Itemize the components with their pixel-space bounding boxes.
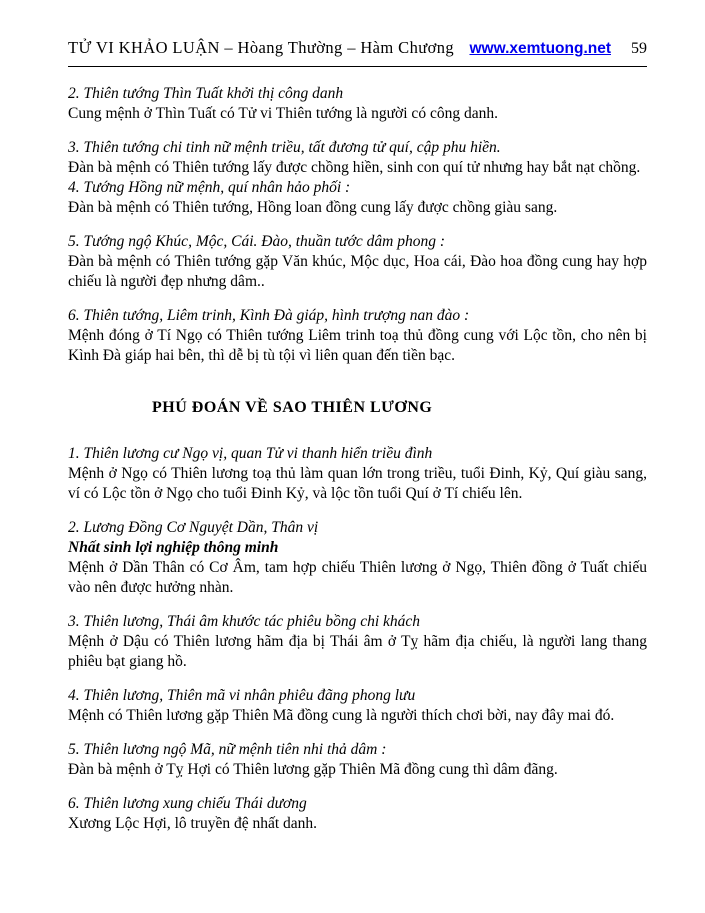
item-body: Mệnh ở Dậu có Thiên lương hãm địa bị Thái âm ở Tỵ hãm địa chiếu, là người lang thang phiêu bạt giang hồ. (68, 633, 647, 670)
item-heading: 6. Thiên lương xung chiếu Thái dương (68, 795, 307, 812)
item-heading: 3. Thiên lương, Thái âm khước tác phiêu bồng chi khách (68, 613, 421, 630)
running-header-title: TỬ VI KHẢO LUẬN – Hòang Thường – Hàm Chương (68, 38, 454, 57)
item-heading: 4. Tướng Hồng nữ mệnh, quí nhân hảo phối : (68, 179, 351, 196)
document-content (68, 84, 647, 834)
website-link[interactable]: www.xemtuong.net (469, 40, 611, 57)
item-heading: 2. Lương Đồng Cơ Nguyệt Dần, Thân vị (68, 519, 319, 536)
document-item (68, 740, 647, 780)
document-item (68, 686, 647, 726)
section-title: PHÚ ĐOÁN VỀ SAO THIÊN LƯƠNG (152, 399, 433, 416)
document-item (68, 518, 647, 598)
document-item (68, 232, 647, 292)
item-heading: 2. Thiên tướng Thìn Tuất khởi thị công danh (68, 85, 344, 102)
page-header (68, 38, 647, 58)
item-body: Mệnh có Thiên lương gặp Thiên Mã đồng cung là người thích chơi bời, nay đây mai đó. (68, 707, 615, 724)
document-item (68, 178, 647, 218)
item-heading: 4. Thiên lương, Thiên mã vi nhân phiêu đãng phong lưu (68, 687, 416, 704)
item-body: Đàn bà mệnh có Thiên tướng lấy được chồng hiền, sinh con quí tử nhưng hay bắt nạt chồng. (68, 159, 641, 176)
item-body: Đàn bà mệnh ở Tỵ Hợi có Thiên lương gặp Thiên Mã đồng cung thì dâm đãng. (68, 761, 558, 778)
document-item (68, 444, 647, 504)
item-body: Mệnh ở Dần Thân có Cơ Âm, tam hợp chiếu Thiên lương ở Ngọ, Thiên đồng ở Tuất chiếu vào nên được hưởng nhàn. (68, 559, 647, 596)
document-item (68, 306, 647, 366)
header-rule (68, 66, 647, 67)
item-heading: 1. Thiên lương cư Ngọ vị, quan Tử vi thanh hiển triều đình (68, 445, 433, 462)
item-body: Xương Lộc Hợi, lô truyền đệ nhất danh. (68, 815, 318, 832)
document-item (68, 612, 647, 672)
item-body: Cung mệnh ở Thìn Tuất có Tử vi Thiên tướng là người có công danh. (68, 105, 498, 122)
item-body: Mệnh đóng ở Tí Ngọ có Thiên tướng Liêm trinh toạ thủ đồng cung với Lộc tồn, cho nên bị Kình Đà giáp hai bên, thì dễ bị tù tội vì liên quan đến tiền bạc. (68, 327, 647, 364)
document-item (68, 84, 647, 124)
page-number: 59 (631, 40, 647, 57)
item-heading: 6. Thiên tướng, Liêm trinh, Kình Đà giáp, hình trượng nan đào : (68, 307, 470, 324)
document-item (68, 794, 647, 834)
item-body: Mệnh ở Ngọ có Thiên lương toạ thủ làm quan lớn trong triều, tuổi Đinh, Kỷ, Quí giàu sang, ví có Lộc tồn ở Ngọ cho tuổi Đinh Kỷ, và lộc tồn tuổi Quí ở Tí chiếu lên. (68, 465, 647, 502)
document-item (68, 138, 647, 178)
item-body: Đàn bà mệnh có Thiên tướng, Hồng loan đồng cung lấy được chồng giàu sang. (68, 199, 558, 216)
header-right-group (469, 40, 647, 58)
item-heading: 5. Tướng ngộ Khúc, Mộc, Cái. Đào, thuần tước dâm phong : (68, 233, 446, 250)
item-body: Đàn bà mệnh có Thiên tướng gặp Văn khúc, Mộc dục, Hoa cái, Đào hoa đồng cung hay hợp chiếu là người đẹp nhưng dâm.. (68, 253, 647, 290)
item-heading: 5. Thiên lương ngộ Mã, nữ mệnh tiên nhi thả dâm : (68, 741, 387, 758)
item-heading: 3. Thiên tướng chi tinh nữ mệnh triều, tất đương tử quí, cập phu hiền. (68, 139, 501, 156)
item-subheading: Nhất sinh lợi nghiệp thông minh (68, 539, 279, 556)
